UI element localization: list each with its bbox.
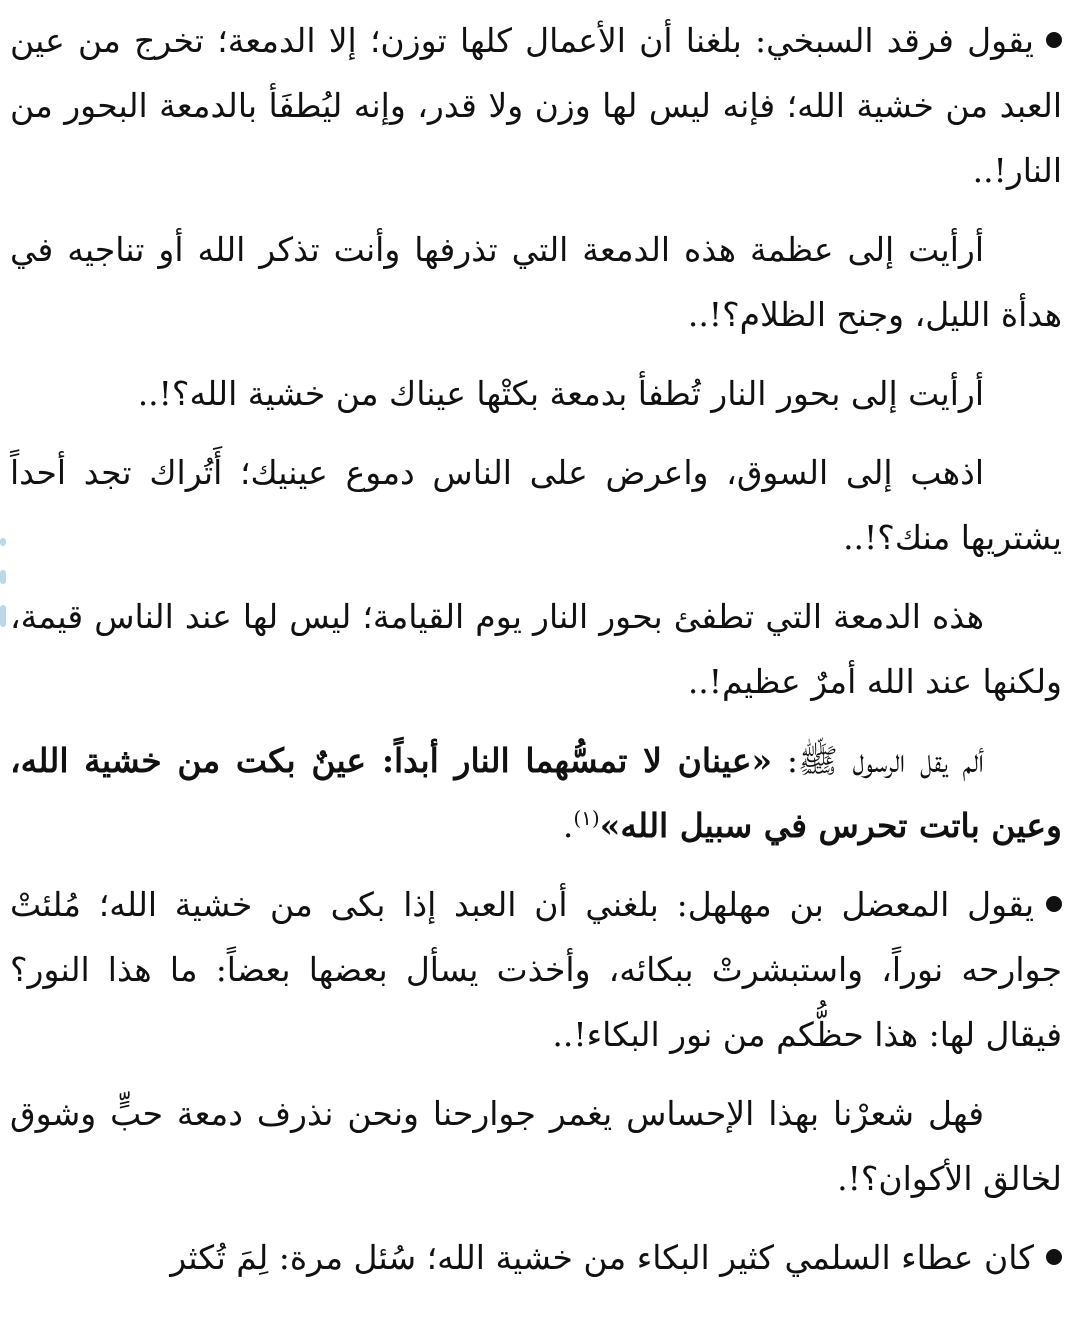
paragraph-text: اذهب إلى السوق، واعرض على الناس دموع عينيك؛ أَتُراك تجد أحداً يشتريها منك؟!..: [10, 453, 1062, 557]
paragraph-text: يقول المعضل بن مهلهل: بلغني أن العبد إذا بكى من خشية الله؛ مُلئتْ جوارحه نوراً، واستبشرتْ ببكائه، وأخذت يسأل بعضها بعضاً: ما هذا النور؟ فيقال لها: هذا حظُّكم من نور البكاء!..: [10, 885, 1062, 1054]
paragraph-text: فهل شعرْنا بهذا الإحساس يغمر جوارحنا ونحن نذرف دمعة حبٍّ وشوق لخالق الأكوان؟!.: [10, 1094, 1062, 1198]
hadith-text: «عينان لا تمسُّهما النار أبداً: عينٌ بكت من خشية الله، وعين باتت تحرس في سبيل الله»: [10, 741, 1062, 845]
bullet-icon: [1046, 1249, 1062, 1265]
paragraph-text: أرأيت إلى عظمة هذه الدمعة التي تذرفها وأنت تذكر الله أو تناجيه في هدأة الليل، وجنح الظلام؟!..: [10, 230, 1062, 334]
paragraph-ata-quote: [10, 1225, 1062, 1290]
bullet-icon: [1046, 32, 1062, 48]
hadith-end: .: [562, 806, 574, 845]
paragraph-muadal-quote: [10, 872, 1062, 1067]
paragraph-text: أرأيت إلى بحور النار تُطفأ بدمعة بكتْها عيناك من خشية الله؟!..: [137, 374, 984, 413]
paragraph-tear-greatness: [10, 217, 1062, 347]
paragraph-market: [10, 440, 1062, 570]
paragraph-hadith: [10, 728, 1062, 858]
paragraph-tear-value: [10, 584, 1062, 714]
paragraph-text: يقول فرقد السبخي: بلغنا أن الأعمال كلها توزن؛ إلا الدمعة؛ تخرج من عين العبد من خشية الله؛ فإنه ليس لها وزن ولا قدر، وإنه ليُطفَأ بالدمعة البحور من النار!..: [10, 21, 1062, 190]
bullet-icon: [1046, 896, 1062, 912]
paragraph-text: كان عطاء السلمي كثير البكاء من خشية الله؛ سُئل مرة: لِمَ تُكثر: [170, 1238, 1034, 1277]
scan-edge-mark: [0, 605, 6, 627]
scan-edge-mark: [0, 538, 6, 546]
footnote-ref[interactable]: (١): [573, 806, 600, 830]
paragraph-farqad-quote: [10, 8, 1062, 203]
paragraph-fire-extinguished: [10, 361, 1062, 426]
book-page: [10, 8, 1062, 1321]
paragraph-text: هذه الدمعة التي تطفئ بحور النار يوم القيامة؛ ليس لها عند الناس قيمة، ولكنها عند الله أمرٌ عظيم!..: [10, 597, 1062, 701]
scan-edge-mark: [0, 570, 6, 584]
hadith-intro: ألم يقل الرسول ﷺ:: [772, 741, 984, 780]
paragraph-feeling: [10, 1081, 1062, 1211]
